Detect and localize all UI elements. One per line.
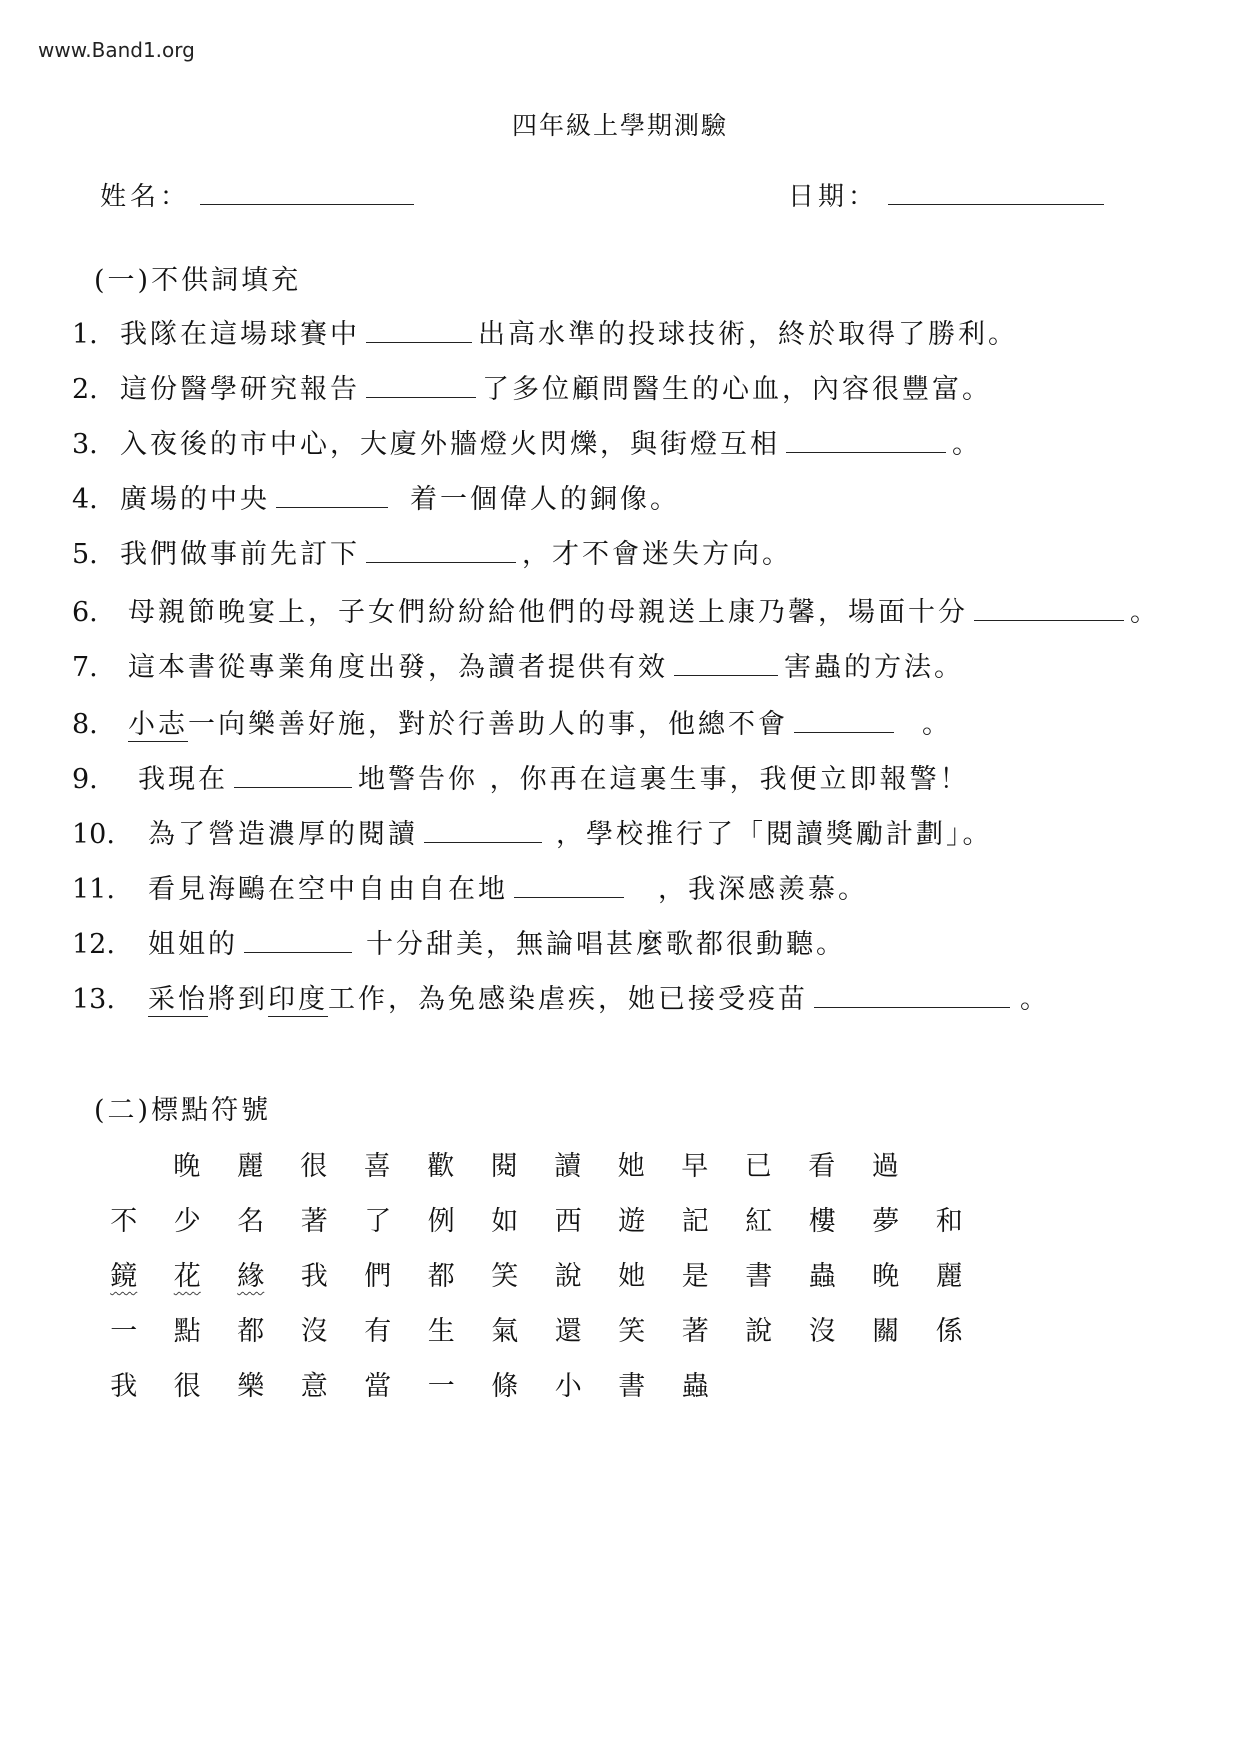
punctuation-char: 樂 bbox=[237, 1371, 265, 1402]
punctuation-char: 讀 bbox=[554, 1151, 582, 1182]
question-10: 10. 為了營造濃厚的閱讀 ，學校推行了「閱讀獎勵計劃」。 bbox=[72, 819, 993, 850]
answer-blank[interactable] bbox=[366, 375, 476, 398]
punctuation-char: 氣 bbox=[491, 1316, 519, 1347]
question-12: 12. 姐姐的 十分甜美，無論唱甚麼歌都很動聽。 bbox=[72, 929, 846, 960]
question-6: 6. 母親節晚宴上，子女們紛紛給他們的母親送上康乃馨，場面十分 。 bbox=[72, 597, 1160, 628]
punctuation-char: 係 bbox=[935, 1316, 963, 1347]
punctuation-char: 書 bbox=[745, 1261, 773, 1292]
date-input-line[interactable] bbox=[888, 182, 1104, 205]
punctuation-char: 了 bbox=[364, 1206, 392, 1237]
question-3: 3. 入夜後的市中心，大廈外牆燈火閃爍，與街燈互相 。 bbox=[72, 429, 982, 460]
punctuation-char: 閱 bbox=[490, 1151, 518, 1182]
punctuation-char: 小 bbox=[554, 1371, 582, 1402]
punctuation-char: 鏡 bbox=[110, 1261, 138, 1292]
punctuation-row bbox=[92, 1364, 727, 1403]
punctuation-char: 說 bbox=[554, 1261, 582, 1292]
name-label: 姓名： bbox=[100, 182, 191, 212]
watermark: www.Band1.org bbox=[38, 38, 195, 62]
punctuation-char: 當 bbox=[364, 1371, 392, 1402]
punctuation-char: 例 bbox=[427, 1206, 455, 1237]
answer-blank[interactable] bbox=[814, 985, 1010, 1008]
answer-blank[interactable] bbox=[786, 430, 946, 453]
answer-blank[interactable] bbox=[514, 875, 624, 898]
punctuation-char: 說 bbox=[745, 1316, 773, 1347]
answer-blank[interactable] bbox=[234, 765, 352, 788]
punctuation-char: 都 bbox=[237, 1316, 265, 1347]
question-7: 7. 這本書從專業角度出發，為讀者提供有效 害蟲的方法。 bbox=[72, 652, 964, 683]
punctuation-char: 遊 bbox=[618, 1206, 646, 1237]
punctuation-char: 晚 bbox=[173, 1151, 201, 1182]
underlined-place: 印度 bbox=[268, 984, 328, 1015]
punctuation-char: 麗 bbox=[935, 1261, 963, 1292]
question-5: 5. 我們做事前先訂下 ，才不會迷失方向。 bbox=[72, 539, 792, 570]
punctuation-char: 西 bbox=[554, 1206, 582, 1237]
punctuation-char: 名 bbox=[237, 1206, 265, 1237]
date-label: 日期： bbox=[788, 182, 879, 212]
punctuation-char: 已 bbox=[744, 1151, 772, 1182]
underlined-name: 小志 bbox=[128, 709, 188, 740]
punctuation-char: 生 bbox=[427, 1316, 455, 1347]
punctuation-char: 她 bbox=[618, 1261, 646, 1292]
question-9: 9. 我現在 地警告你 ，你再在這裏生事，我便立即報警！ bbox=[72, 764, 970, 795]
question-1: 1. 我隊在這場球賽中 出高水準的投球技術，終於取得了勝利。 bbox=[72, 319, 1018, 350]
question-13: 13. 采怡將到印度工作，為免感染虐疾，她已接受疫苗 。 bbox=[72, 984, 1050, 1015]
punctuation-char: 沒 bbox=[300, 1316, 328, 1347]
punctuation-char: 歡 bbox=[427, 1151, 455, 1182]
answer-blank[interactable] bbox=[244, 930, 352, 953]
section1-heading: (一)不供詞填充 bbox=[94, 265, 302, 296]
punctuation-char: 樓 bbox=[808, 1206, 836, 1237]
punctuation-char: 條 bbox=[491, 1371, 519, 1402]
punctuation-char: 點 bbox=[173, 1316, 201, 1347]
punctuation-char: 很 bbox=[173, 1371, 201, 1402]
page-title: 四年級上學期測驗 bbox=[511, 111, 728, 140]
answer-blank[interactable] bbox=[424, 820, 542, 843]
punctuation-char: 我 bbox=[300, 1261, 328, 1292]
punctuation-char: 們 bbox=[364, 1261, 392, 1292]
punctuation-char: 笑 bbox=[618, 1316, 646, 1347]
punctuation-row bbox=[92, 1199, 981, 1238]
punctuation-char: 是 bbox=[681, 1261, 709, 1292]
answer-blank[interactable] bbox=[674, 653, 778, 676]
punctuation-char: 蟲 bbox=[681, 1371, 709, 1402]
punctuation-char: 著 bbox=[300, 1206, 328, 1237]
punctuation-char: 如 bbox=[491, 1206, 519, 1237]
punctuation-row bbox=[155, 1144, 917, 1183]
punctuation-char: 緣 bbox=[237, 1261, 265, 1292]
punctuation-char: 她 bbox=[617, 1151, 645, 1182]
punctuation-char: 有 bbox=[364, 1316, 392, 1347]
punctuation-char: 很 bbox=[300, 1151, 328, 1182]
answer-blank[interactable] bbox=[366, 540, 516, 563]
punctuation-char: 都 bbox=[427, 1261, 455, 1292]
underlined-name: 采怡 bbox=[148, 984, 208, 1015]
punctuation-char: 沒 bbox=[808, 1316, 836, 1347]
punctuation-row bbox=[92, 1254, 981, 1293]
punctuation-char: 花 bbox=[173, 1261, 201, 1292]
punctuation-char: 晚 bbox=[872, 1261, 900, 1292]
question-2: 2. 這份醫學研究報告 了多位顧問醫生的心血，內容很豐富。 bbox=[72, 374, 992, 405]
section2-heading: (二)標點符號 bbox=[94, 1095, 272, 1126]
punctuation-char: 麗 bbox=[236, 1151, 264, 1182]
punctuation-char: 和 bbox=[935, 1206, 963, 1237]
punctuation-char: 還 bbox=[554, 1316, 582, 1347]
punctuation-char: 我 bbox=[110, 1371, 138, 1402]
punctuation-row bbox=[92, 1309, 981, 1348]
punctuation-char: 少 bbox=[173, 1206, 201, 1237]
punctuation-char: 一 bbox=[427, 1371, 455, 1402]
punctuation-char: 紅 bbox=[745, 1206, 773, 1237]
punctuation-char: 喜 bbox=[363, 1151, 391, 1182]
answer-blank[interactable] bbox=[794, 710, 894, 733]
punctuation-char: 意 bbox=[300, 1371, 328, 1402]
name-field bbox=[100, 176, 414, 213]
name-input-line[interactable] bbox=[200, 182, 414, 205]
punctuation-char: 夢 bbox=[872, 1206, 900, 1237]
punctuation-char: 早 bbox=[681, 1151, 709, 1182]
question-8: 8. 小志一向樂善好施，對於行善助人的事，他總不會 。 bbox=[72, 709, 952, 740]
answer-blank[interactable] bbox=[366, 320, 472, 343]
punctuation-char: 不 bbox=[110, 1206, 138, 1237]
date-field bbox=[788, 176, 1104, 213]
question-11: 11. 看見海鷗在空中自由自在地 ，我深感羨慕。 bbox=[72, 874, 868, 905]
punctuation-char: 記 bbox=[681, 1206, 709, 1237]
punctuation-char: 關 bbox=[872, 1316, 900, 1347]
punctuation-char: 書 bbox=[618, 1371, 646, 1402]
punctuation-char: 蟲 bbox=[808, 1261, 836, 1292]
punctuation-char: 著 bbox=[681, 1316, 709, 1347]
punctuation-char: 笑 bbox=[491, 1261, 519, 1292]
question-4: 4. 廣場的中央 着一個偉人的銅像。 bbox=[72, 484, 680, 515]
punctuation-char: 一 bbox=[110, 1316, 138, 1347]
answer-blank[interactable] bbox=[276, 485, 388, 508]
answer-blank[interactable] bbox=[974, 598, 1124, 621]
punctuation-char: 過 bbox=[871, 1151, 899, 1182]
punctuation-char: 看 bbox=[808, 1151, 836, 1182]
